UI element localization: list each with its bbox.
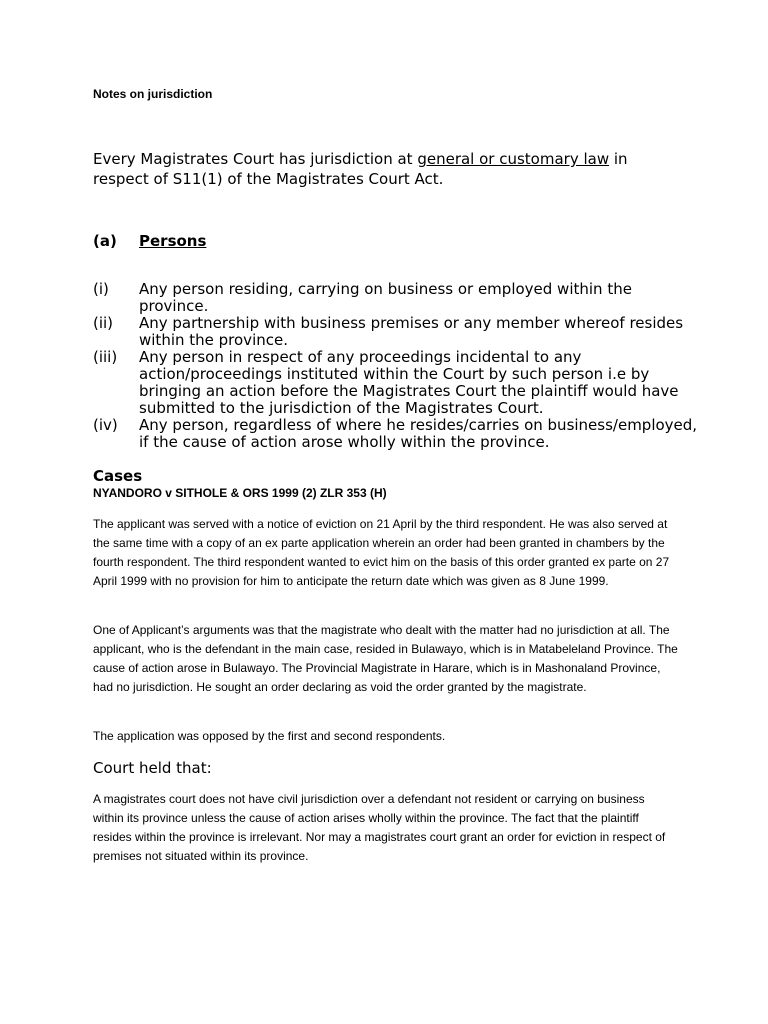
case-paragraph: The application was opposed by the first and second respondents. bbox=[93, 729, 446, 743]
list-item-number: (i) bbox=[93, 280, 109, 298]
intro-text-end: in respect of S11(1) of the Magistrates Court Act. bbox=[93, 150, 628, 188]
document-title: Notes on jurisdiction bbox=[93, 87, 213, 101]
intro-text-start: Every Magistrates Court has jurisdiction at bbox=[93, 150, 418, 168]
section-number: (a) bbox=[93, 232, 117, 250]
held-heading: Court held that: bbox=[93, 759, 212, 777]
case-citation: NYANDORO v SITHOLE & ORS 1999 (2) ZLR 353 (H) bbox=[93, 486, 387, 500]
case-paragraph: One of Applicant’s arguments was that the magistrate who dealt with the matter had no jurisdiction at all. The applicant, who is the defendant in the main case, resided in Bulawayo, which is in Matabeleland Province. The cause of action arose in Bulawayo. The Provincial Magistrate in Harare, which is in Mashonaland Province, had no jurisdiction. He sought an order declaring as void the order granted by the magistrate. bbox=[93, 623, 678, 694]
intro-paragraph bbox=[93, 149, 683, 189]
section-heading: Persons bbox=[139, 232, 207, 250]
list-item-number: (iii) bbox=[93, 348, 118, 366]
list-item-number: (ii) bbox=[93, 314, 114, 332]
case-paragraph: The applicant was served with a notice of eviction on 21 April by the third respondent. He was also served at the same time with a copy of an ex parte application wherein an order had been granted in chambers by the fourth respondent. The third respondent wanted to evict him on the basis of this order granted ex parte on 27 April 1999 with no provision for him to anticipate the return date which was given as 8 June 1999. bbox=[93, 517, 670, 588]
holding-paragraph: A magistrates court does not have civil jurisdiction over a defendant not resident or carrying on business within its province unless the cause of action arises wholly within the province. The fact that the plaintiff resides within the province is irrelevant. Nor may a magistrates court grant an order for eviction in respect of premises not situated within its province. bbox=[93, 792, 666, 863]
list-item-text: Any partnership with business premises or any member whereof resides within the province. bbox=[139, 314, 684, 349]
intro-underlined-text: general or customary law bbox=[417, 150, 610, 168]
list-item-text: Any person residing, carrying on business or employed within the province. bbox=[139, 280, 632, 315]
list-item-text: Any person, regardless of where he resides/carries on business/employed, if the cause of action arose wholly within the province. bbox=[139, 416, 698, 451]
cases-heading: Cases bbox=[93, 467, 143, 485]
list-item-text: Any person in respect of any proceedings incidental to any action/proceedings instituted within the Court by such person i.e by bringing an action before the Magistrates Court the plaintiff would have submitted to the jurisdiction of the Magistrates Court. bbox=[139, 348, 679, 417]
list-item-number: (iv) bbox=[93, 416, 118, 434]
